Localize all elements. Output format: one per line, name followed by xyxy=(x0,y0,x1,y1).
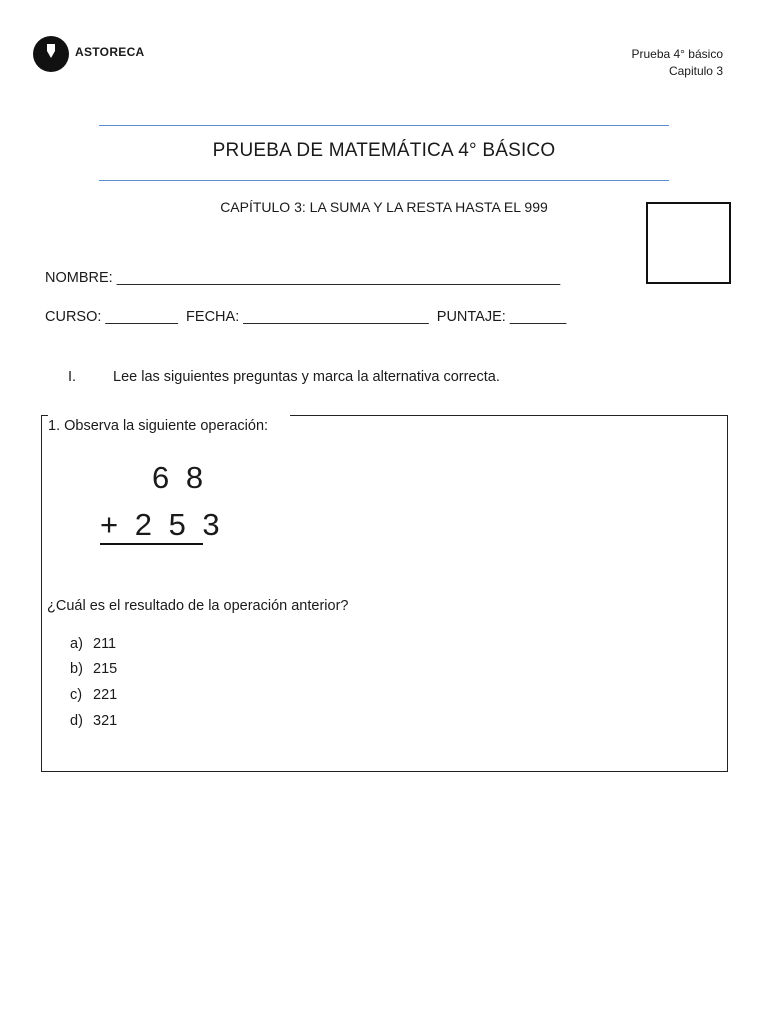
option-c[interactable] xyxy=(70,687,117,703)
option-value: 215 xyxy=(93,661,118,677)
operation-top-number: 6 8 xyxy=(152,460,208,495)
page-title: PRUEBA DE MATEMÁTICA 4° BÁSICO xyxy=(212,140,556,161)
question-title: 1. Observa la siguiente operación: xyxy=(48,418,269,434)
title-rule-bottom xyxy=(99,180,669,181)
operation-bottom-number: + 2 5 3 xyxy=(100,507,224,542)
instruction-text: Lee las siguientes preguntas y marca la alternativa correcta. xyxy=(113,369,500,385)
title-rule-top xyxy=(99,125,669,126)
chapter-subtitle: CAPÍTULO 3: LA SUMA Y LA RESTA HASTA EL 999 xyxy=(220,199,548,215)
option-letter: d) xyxy=(70,713,83,729)
option-value: 221 xyxy=(93,687,118,703)
question-box xyxy=(41,415,728,772)
option-letter: c) xyxy=(70,687,83,703)
option-a[interactable] xyxy=(70,636,116,652)
option-value: 211 xyxy=(93,636,117,652)
option-letter: a) xyxy=(70,636,83,652)
course-date-score-field[interactable]: CURSO: _________ FECHA: _______________________ PUNTAJE: _______ xyxy=(45,309,567,325)
instruction-number: I. xyxy=(68,369,77,385)
header-chapter: Capitulo 3 xyxy=(668,64,723,78)
option-value: 321 xyxy=(93,713,118,729)
score-box xyxy=(646,202,731,284)
option-b[interactable] xyxy=(70,661,117,677)
logo-text: ASTORECA xyxy=(75,45,145,59)
header-test-name: Prueba 4° básico xyxy=(631,47,723,61)
option-letter: b) xyxy=(70,661,83,677)
header-info xyxy=(631,46,723,80)
question-prompt: ¿Cuál es el resultado de la operación anterior? xyxy=(47,598,349,614)
operation-sum-line xyxy=(100,543,203,545)
option-d[interactable] xyxy=(70,713,117,729)
name-field[interactable]: NOMBRE: _______________________________________________________ xyxy=(45,270,561,286)
astoreca-logo-icon xyxy=(33,36,69,72)
